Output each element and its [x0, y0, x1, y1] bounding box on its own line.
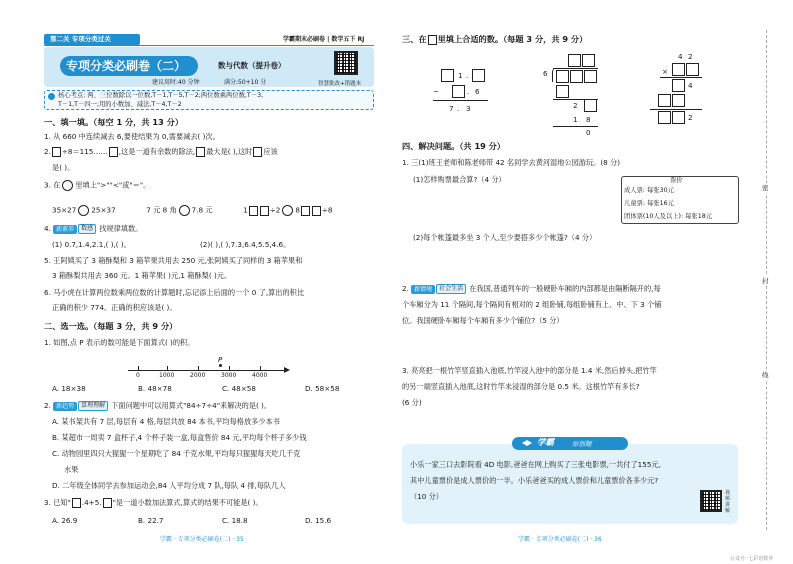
p2-q3-option-b[interactable]: B. 22.7 [138, 516, 164, 525]
p1-q3-items: 35×27 25×37 7 元 8 角 7.8 元 1 ÷2 8 ÷8 [52, 205, 333, 215]
p2-q1-option-b[interactable]: B. 48×78 [138, 384, 172, 393]
digit-box[interactable] [584, 99, 597, 112]
p2-q2-option-a[interactable]: A. 某书架共有 7 层,每层有 4 格,每层共放 84 本书,平均每格放多少本书 [52, 417, 280, 426]
answer-box[interactable] [312, 206, 321, 216]
digit-box[interactable] [672, 94, 685, 107]
digit-box[interactable] [686, 63, 699, 76]
compare-circle[interactable] [78, 205, 89, 216]
tick-label: 1000 [159, 372, 175, 379]
p2-q2-option-c-cont: 水果 [64, 465, 79, 474]
qr-code-icon[interactable] [334, 51, 358, 75]
p4-q2-c: 位。我国硬卧车厢每个车厢有多少个铺位?（5 分） [402, 316, 564, 325]
p2-q2-option-b[interactable]: B. 某超市一周卖 7 盒杯子,4 个杯子装一盒,每盒售价 84 元,平均每个杯子多少钱 [52, 433, 307, 442]
tick-label: 2000 [190, 372, 206, 379]
bonus-label: 学霸 [537, 438, 555, 448]
digit-box[interactable] [672, 111, 685, 124]
chapter-badge-text: 第二关 专项分类过关 [50, 35, 111, 43]
number-line-arrow-icon [284, 367, 290, 373]
point-p-label: P [218, 355, 223, 364]
binding-char: 封 [762, 277, 769, 285]
ticket-line: 儿童票: 每张16元 [624, 200, 674, 207]
answer-box[interactable] [103, 498, 112, 508]
bonus-line-1: 小乐一家三口去影院看 4D 电影,爸爸在网上购买了三张电影票,一共付了155元, [410, 460, 661, 469]
p4-q3: 3. 亮亮把一根竹竿竖直插入池底,竹竿浸入池中的部分是 1.4 米,然后掉头,把竹竿 [402, 366, 657, 375]
part2-heading: 二、选一选。（每题 3 分，共 9 分） [44, 321, 178, 331]
p2-q2: 2. 新趋势 算理理解 下面问题中可以用算式"84÷7÷4"来解决的是( )。 [44, 401, 272, 410]
score-note: 满分:50+10 分 [224, 79, 267, 86]
digit-box[interactable] [672, 63, 685, 76]
answer-box[interactable] [249, 206, 258, 216]
digit-box[interactable] [556, 70, 569, 83]
digit-box[interactable] [570, 70, 583, 83]
p2-q3-option-c[interactable]: C. 18.8 [222, 516, 248, 525]
ticket-title: 票价 [670, 177, 683, 184]
part4-heading: 四、解决问题。（共 19 分） [402, 141, 506, 151]
p4-q2-b: 个车厢分为 11 个隔间,每个隔间有相对的 2 组卧铺,每组卧铺有上、中、下 3 个铺 [402, 300, 662, 309]
answer-box[interactable] [428, 35, 437, 45]
p2-q3: 3. 已知" .4+5. "是一道小数加法算式,算式的结果不可能是( )。 [44, 498, 263, 507]
answer-box[interactable] [260, 206, 269, 216]
digit-box[interactable] [441, 69, 454, 82]
p4-q3-c: (6 分) [402, 398, 422, 407]
tick-label: 3000 [221, 372, 237, 379]
binding-char: 密 [762, 184, 769, 192]
binding-char: 线 [762, 371, 769, 379]
answer-box[interactable] [109, 147, 118, 157]
p4-q1-sub1: (1)怎样购票最合算?（4 分） [413, 175, 506, 184]
p4-q3-b: 的另一端竖直插入池底,这时竹竿未浸湿的部分是 0.5 米。这根竹竿有多长? [402, 382, 640, 391]
p2-q1-option-c[interactable]: C. 48×58 [222, 384, 256, 393]
digit-box[interactable] [658, 111, 671, 124]
p2-q1: 1. 如图,点 P 表示的数可能是下面算式( )的积。 [44, 338, 195, 347]
p1-q4: 4. 新素养 数感 找规律填数。 [44, 224, 143, 233]
part3-heading: 三、在 里填上合适的数。（每题 3 分，共 9 分） [402, 34, 588, 44]
p2-q1-option-d[interactable]: D. 58×58 [305, 384, 340, 393]
bonus-line-2: 其中儿童票价是成人票价的一半。小乐爸爸买的成人票价和儿童票价各多少元? [410, 476, 659, 485]
answer-box[interactable] [301, 206, 310, 216]
time-note: 建议用时:40 分钟 [152, 79, 200, 86]
digit-box[interactable] [556, 85, 569, 98]
p2-q3-option-d[interactable]: D. 15.6 [305, 516, 332, 525]
part1-heading: 一、填一填。（每空 1 分，共 13 分） [44, 117, 184, 127]
bonus-label-2: 原创题 [572, 440, 592, 448]
compare-circle[interactable] [282, 205, 293, 216]
p2-q2-option-c[interactable]: C. 动物园里四只大猩猩一个星期吃了 84 千克水果,平均每只猩猩每天吃几千克 [52, 449, 301, 458]
lightbulb-icon [48, 93, 55, 100]
p1-q5b: 3 箱酥梨共用去 360 元。1 箱苹果( )元,1 箱酥梨( )元。 [52, 271, 232, 280]
mnemonic-line-2: T－1,T－四一;用的小数加、减法,T－4,T－2 [58, 101, 182, 108]
ticket-line: 团体票(10人及以上): 每张18元 [624, 213, 713, 220]
p2-q2-option-d[interactable]: D. 二年级全体同学去参加运动会,84 人平均分成 7 队,每队 4 排,每队几人 [52, 481, 286, 490]
p2-q3-option-a[interactable]: A. 26.9 [52, 516, 78, 525]
p4-q2: 2. 新情境 社会生活 在我国,普通列车的一般硬卧车厢的内部都是由隔断隔开的,每 [402, 284, 661, 293]
mnemonic-line-1: 核心考点: 两、三位数除以一位数,T－1,T－5,T－2;两位数乘两位数,T－3, [58, 92, 264, 99]
qr-code-icon[interactable] [700, 490, 722, 512]
p1-q3: 3. 在 里填上">""<"或"＝"。 [44, 180, 151, 190]
p1-q2-cont: 是( )。 [52, 163, 75, 172]
p1-q4b: (2)( ),( ),7.3,6.4,5.5,4.6。 [200, 240, 291, 249]
digit-box[interactable] [452, 85, 465, 98]
qr-note: 智慧批改+错题本 [318, 81, 362, 87]
p1-q6a: 6. 马小虎在计算两位数乘两位数的计算题时,忘记添上后面的一个 0 了,算出的积比 [44, 288, 305, 297]
answer-box[interactable] [52, 147, 61, 157]
p1-q5a: 5. 王阿姨买了 3 箱酥梨和 3 箱苹果共用去 250 元,张阿姨买了同样的 3 箱苹果和 [44, 256, 303, 265]
bonus-qr-note: 视频讲解 [725, 490, 731, 514]
page-subtitle: 数与代数（提升卷） [218, 61, 286, 70]
answer-box[interactable] [196, 147, 205, 157]
p2-q1-option-a[interactable]: A. 18×38 [52, 384, 86, 393]
footer-right: 学霸 · 专项分类必刷卷(二) · 36 [518, 536, 602, 543]
p1-q2: 2. ÷8＝115…… ,这是一道有余数的除法, 最大是( ),这时 应该 [44, 147, 278, 156]
footer-corner: 公众号: 七彩语数外 [730, 556, 774, 562]
p4-q1: 1. 三(1)班王老师和陈老师带 42 名同学去黄河湿地公园游玩。(8 分) [402, 158, 621, 167]
tick-label: 0 [136, 372, 140, 379]
p1-q6b: 正确的积少 774。正确的积应该是( )。 [52, 303, 177, 312]
p4-q1-sub2: (2)每个帐篷最多坐 3 个人,至少要搭多少个帐篷?（4 分） [413, 233, 597, 242]
p1-q1: 1. 从 660 中连续减去 6,要使结果为 0,需要减去( )次。 [44, 132, 220, 141]
bonus-line-3: （10 分） [410, 492, 443, 501]
digit-box[interactable] [584, 70, 597, 83]
answer-box[interactable] [253, 147, 262, 157]
digit-box[interactable] [568, 54, 581, 67]
compare-circle[interactable] [62, 180, 73, 191]
digit-box[interactable] [658, 94, 671, 107]
footer-left: 学霸 · 专项分类必刷卷(二) · 35 [160, 536, 244, 543]
book-name: 学霸期末必刷卷 | 数学五下 RJ [283, 36, 365, 43]
compare-circle[interactable] [179, 205, 190, 216]
tick-label: 4000 [252, 372, 268, 379]
answer-box[interactable] [72, 498, 81, 508]
digit-box[interactable] [472, 69, 485, 82]
digit-box[interactable] [582, 54, 595, 67]
digit-box[interactable] [672, 79, 685, 92]
p1-q4a: (1) 0.7,1.4,2.1,( ),( )。 [52, 240, 131, 249]
page-title: 专项分类必刷卷（二） [66, 59, 187, 73]
ticket-line: 成人票: 每张30元 [624, 187, 674, 194]
